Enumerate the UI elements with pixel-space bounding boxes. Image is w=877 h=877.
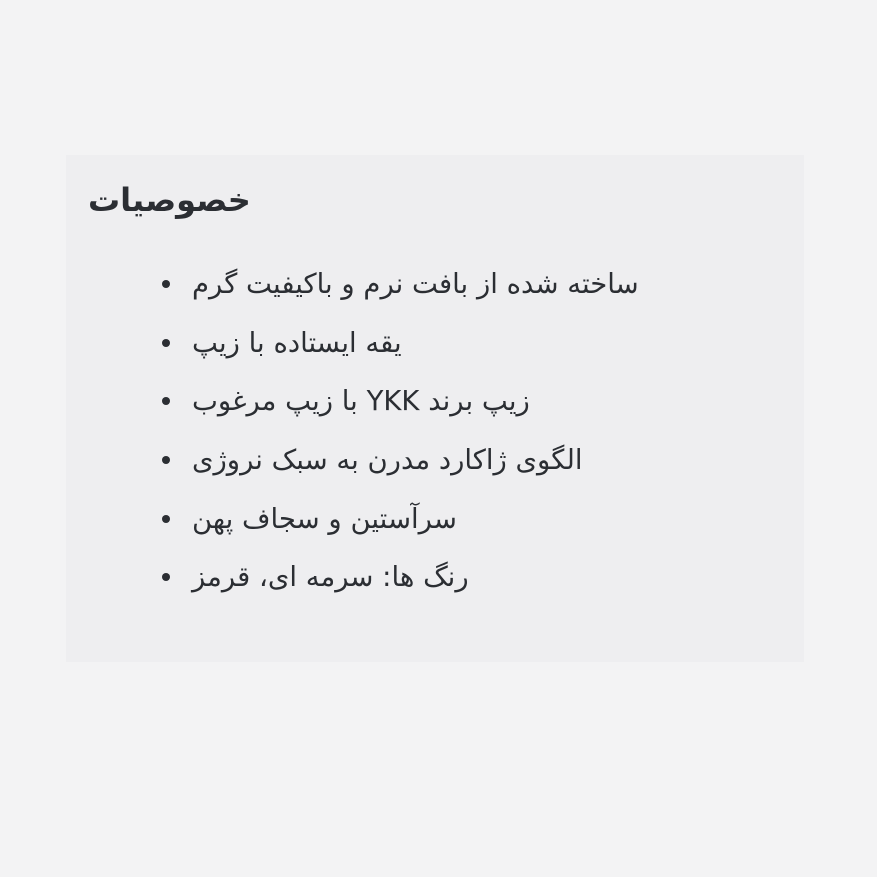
feature-item-soft-fabric (162, 255, 752, 314)
feature-text: رنگ ها: سرمه ای، قرمز (192, 561, 469, 594)
feature-item-cuffs-hem (162, 489, 752, 548)
bullet-icon (162, 456, 170, 464)
feature-item-stand-collar (162, 314, 752, 373)
feature-text: ساخته شده از بافت نرم و باکیفیت گرم (192, 268, 639, 301)
feature-item-colors (162, 548, 752, 607)
feature-text: زیپ برند YKK با زیپ مرغوب (192, 385, 530, 418)
bullet-icon (162, 280, 170, 288)
features-card (66, 155, 804, 662)
bullet-icon (162, 397, 170, 405)
section-title: خصوصیات (88, 181, 251, 219)
feature-item-jacquard-pattern (162, 431, 752, 490)
bullet-icon (162, 339, 170, 347)
features-list (162, 255, 752, 607)
feature-text: الگوی ژاکارد مدرن به سبک نروژی (192, 444, 583, 477)
feature-text: یقه ایستاده با زیپ (192, 326, 402, 359)
feature-item-ykk-zipper (162, 372, 752, 431)
bullet-icon (162, 573, 170, 581)
bullet-icon (162, 515, 170, 523)
feature-text: سرآستین و سجاف پهن (192, 502, 457, 535)
